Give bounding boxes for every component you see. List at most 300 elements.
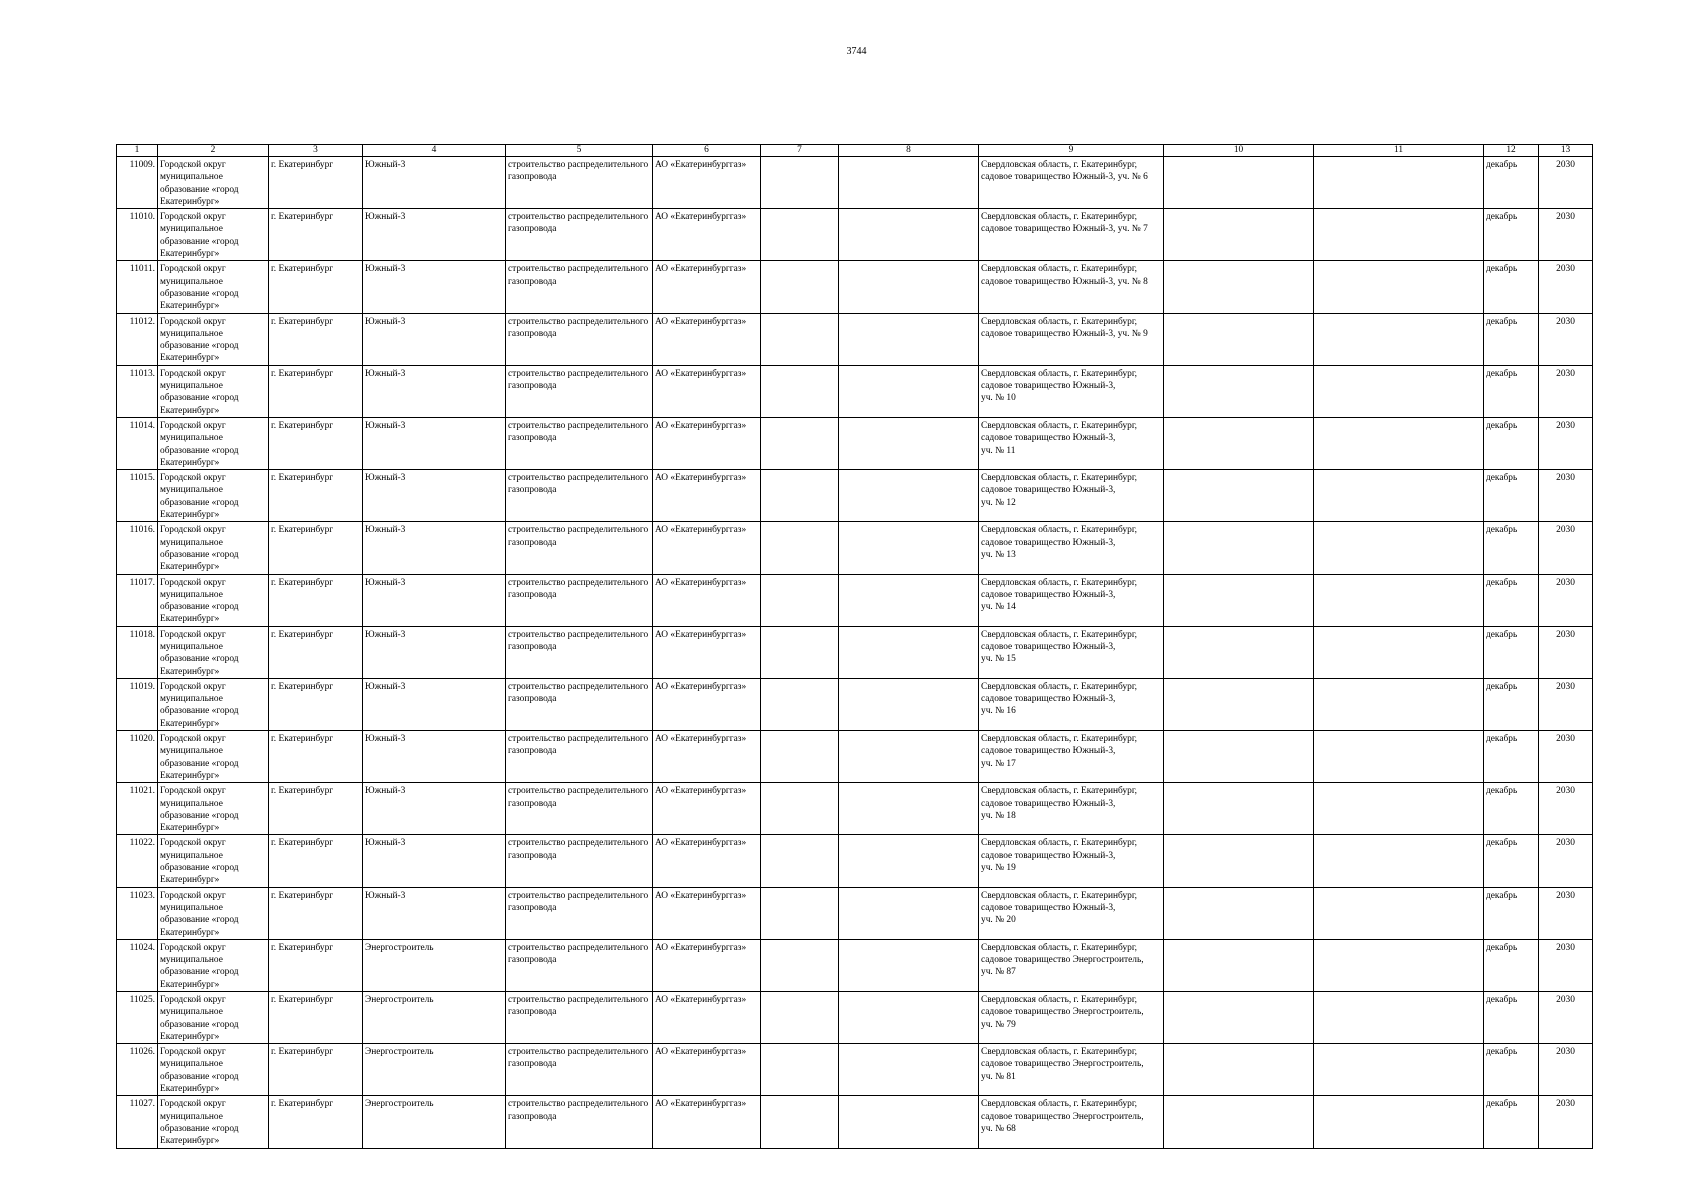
address-line: садовое товарищество Южный-3, уч. № 6 (981, 172, 1148, 183)
address-line: садовое товарищество Южный-3, (981, 485, 1116, 496)
address-cell (979, 939, 1164, 991)
address-line: уч. № 12 (981, 497, 1016, 508)
address-line: садовое товарищество Южный-3, (981, 798, 1116, 809)
district-cell: Городской округ муниципальное образование «город Екатеринбург» (158, 1044, 269, 1096)
table-row (117, 157, 1593, 209)
year-cell: 2030 (1539, 992, 1593, 1044)
column-header-9: 9 (979, 145, 1164, 157)
column-10-cell (1164, 783, 1314, 835)
address-line: Свердловская область, г. Екатеринбург, (981, 734, 1137, 745)
year-cell: 2030 (1539, 574, 1593, 626)
year-cell: 2030 (1539, 365, 1593, 417)
address-line: Свердловская область, г. Екатеринбург, (981, 942, 1137, 953)
organization-cell: АО «Екатеринбурггаз» (653, 261, 761, 313)
column-10-cell (1164, 417, 1314, 469)
table-row (117, 783, 1593, 835)
district-cell: Городской округ муниципальное образование «город Екатеринбург» (158, 417, 269, 469)
month-cell: декабрь (1484, 417, 1539, 469)
city-cell: г. Екатеринбург (269, 731, 363, 783)
column-7-cell (761, 939, 839, 991)
city-cell: г. Екатеринбург (269, 992, 363, 1044)
address-cell (979, 574, 1164, 626)
address-cell (979, 992, 1164, 1044)
city-cell: г. Екатеринбург (269, 313, 363, 365)
work-type-cell: строительство распределительного газопровода (506, 209, 653, 261)
address-line: Свердловская область, г. Екатеринбург, (981, 1047, 1137, 1058)
area-cell: Южный-3 (363, 157, 506, 209)
address-line: садовое товарищество Южный-3, (981, 850, 1116, 861)
month-cell: декабрь (1484, 313, 1539, 365)
column-header-12: 12 (1484, 145, 1539, 157)
month-cell: декабрь (1484, 1096, 1539, 1148)
year-cell: 2030 (1539, 626, 1593, 678)
table-row (117, 209, 1593, 261)
district-cell: Городской округ муниципальное образование «город Екатеринбург» (158, 887, 269, 939)
work-type-cell: строительство распределительного газопровода (506, 887, 653, 939)
year-cell: 2030 (1539, 1044, 1593, 1096)
address-line: Свердловская область, г. Екатеринбург, (981, 786, 1137, 797)
organization-cell: АО «Екатеринбурггаз» (653, 365, 761, 417)
column-11-cell (1314, 261, 1484, 313)
address-cell (979, 417, 1164, 469)
work-type-cell: строительство распределительного газопровода (506, 313, 653, 365)
row-number: 11012. (117, 313, 158, 365)
organization-cell: АО «Екатеринбурггаз» (653, 939, 761, 991)
address-line: Свердловская область, г. Екатеринбург, (981, 1099, 1137, 1110)
column-8-cell (839, 992, 979, 1044)
row-number: 11024. (117, 939, 158, 991)
organization-cell: АО «Екатеринбурггаз» (653, 209, 761, 261)
column-10-cell (1164, 835, 1314, 887)
address-line: садовое товарищество Южный-3, уч. № 9 (981, 328, 1148, 339)
address-cell (979, 365, 1164, 417)
month-cell: декабрь (1484, 522, 1539, 574)
column-11-cell (1314, 470, 1484, 522)
organization-cell: АО «Екатеринбурггаз» (653, 1044, 761, 1096)
column-10-cell (1164, 731, 1314, 783)
address-line: Свердловская область, г. Екатеринбург, (981, 629, 1137, 640)
district-cell: Городской округ муниципальное образование «город Екатеринбург» (158, 626, 269, 678)
column-header-1: 1 (117, 145, 158, 157)
column-11-cell (1314, 887, 1484, 939)
work-type-cell: строительство распределительного газопровода (506, 574, 653, 626)
column-7-cell (761, 678, 839, 730)
table-row (117, 939, 1593, 991)
city-cell: г. Екатеринбург (269, 261, 363, 313)
address-line: уч. № 17 (981, 758, 1016, 769)
area-cell: Южный-3 (363, 209, 506, 261)
district-cell: Городской округ муниципальное образование «город Екатеринбург» (158, 261, 269, 313)
year-cell: 2030 (1539, 731, 1593, 783)
address-line: Свердловская область, г. Екатеринбург, (981, 525, 1137, 536)
address-cell (979, 835, 1164, 887)
column-8-cell (839, 261, 979, 313)
district-cell: Городской округ муниципальное образование «город Екатеринбург» (158, 939, 269, 991)
address-line: Свердловская область, г. Екатеринбург, (981, 838, 1137, 849)
area-cell: Южный-3 (363, 261, 506, 313)
column-7-cell (761, 992, 839, 1044)
column-7-cell (761, 783, 839, 835)
month-cell: декабрь (1484, 365, 1539, 417)
city-cell: г. Екатеринбург (269, 887, 363, 939)
organization-cell: АО «Екатеринбурггаз» (653, 992, 761, 1044)
address-line: Свердловская область, г. Екатеринбург, (981, 368, 1137, 379)
city-cell: г. Екатеринбург (269, 470, 363, 522)
address-line: садовое товарищество Энергостроитель, (981, 1111, 1144, 1122)
column-header-13: 13 (1539, 145, 1593, 157)
column-8-cell (839, 470, 979, 522)
address-line: садовое товарищество Южный-3, (981, 537, 1116, 548)
column-10-cell (1164, 1096, 1314, 1148)
district-cell: Городской округ муниципальное образование «город Екатеринбург» (158, 313, 269, 365)
column-header-2: 2 (158, 145, 269, 157)
address-line: Свердловская область, г. Екатеринбург, (981, 995, 1137, 1005)
address-line: уч. № 68 (981, 1123, 1016, 1134)
month-cell: декабрь (1484, 887, 1539, 939)
month-cell: декабрь (1484, 470, 1539, 522)
table-row (117, 887, 1593, 939)
column-7-cell (761, 157, 839, 209)
year-cell: 2030 (1539, 157, 1593, 209)
column-11-cell (1314, 731, 1484, 783)
table-row (117, 731, 1593, 783)
address-cell (979, 626, 1164, 678)
district-cell: Городской округ муниципальное образование «город Екатеринбург» (158, 522, 269, 574)
column-header-4: 4 (363, 145, 506, 157)
column-8-cell (839, 626, 979, 678)
address-line: Свердловская область, г. Екатеринбург, (981, 212, 1137, 223)
column-11-cell (1314, 939, 1484, 991)
column-header-3: 3 (269, 145, 363, 157)
row-number: 11021. (117, 783, 158, 835)
column-header-8: 8 (839, 145, 979, 157)
city-cell: г. Екатеринбург (269, 209, 363, 261)
column-11-cell (1314, 626, 1484, 678)
table-row (117, 417, 1593, 469)
address-line: Свердловская область, г. Екатеринбург, (981, 473, 1137, 484)
column-7-cell (761, 574, 839, 626)
district-cell: Городской округ муниципальное образование «город Екатеринбург» (158, 835, 269, 887)
column-8-cell (839, 417, 979, 469)
city-cell: г. Екатеринбург (269, 783, 363, 835)
column-7-cell (761, 522, 839, 574)
column-11-cell (1314, 313, 1484, 365)
address-line: Свердловская область, г. Екатеринбург, (981, 577, 1137, 588)
column-8-cell (839, 157, 979, 209)
district-cell: Городской округ муниципальное образование «город Екатеринбург» (158, 783, 269, 835)
table-row (117, 626, 1593, 678)
city-cell: г. Екатеринбург (269, 365, 363, 417)
city-cell: г. Екатеринбург (269, 626, 363, 678)
address-line: уч. № 13 (981, 549, 1016, 560)
address-cell (979, 731, 1164, 783)
month-cell: декабрь (1484, 783, 1539, 835)
address-line: Свердловская область, г. Екатеринбург, (981, 264, 1137, 275)
column-7-cell (761, 1096, 839, 1148)
work-type-cell: строительство распределительного газопровода (506, 261, 653, 313)
year-cell: 2030 (1539, 1096, 1593, 1148)
work-type-cell: строительство распределительного газопровода (506, 1096, 653, 1148)
page-number: 3744 (846, 46, 867, 57)
area-cell: Южный-3 (363, 522, 506, 574)
address-line: садовое товарищество Южный-3, (981, 902, 1116, 913)
column-8-cell (839, 365, 979, 417)
column-11-cell (1314, 1096, 1484, 1148)
address-line: Свердловская область, г. Екатеринбург, (981, 160, 1137, 170)
column-11-cell (1314, 678, 1484, 730)
column-header-11: 11 (1314, 145, 1484, 157)
organization-cell: АО «Екатеринбурггаз» (653, 783, 761, 835)
month-cell: декабрь (1484, 835, 1539, 887)
address-cell (979, 1096, 1164, 1148)
organization-cell: АО «Екатеринбурггаз» (653, 835, 761, 887)
table-row (117, 678, 1593, 730)
area-cell: Южный-3 (363, 887, 506, 939)
year-cell: 2030 (1539, 835, 1593, 887)
column-10-cell (1164, 157, 1314, 209)
address-cell (979, 209, 1164, 261)
month-cell: декабрь (1484, 939, 1539, 991)
column-8-cell (839, 783, 979, 835)
row-number: 11027. (117, 1096, 158, 1148)
address-line: уч. № 15 (981, 654, 1016, 665)
table-row (117, 313, 1593, 365)
column-11-cell (1314, 835, 1484, 887)
column-8-cell (839, 209, 979, 261)
row-number: 11009. (117, 157, 158, 209)
district-cell: Городской округ муниципальное образование «город Екатеринбург» (158, 1096, 269, 1148)
city-cell: г. Екатеринбург (269, 1096, 363, 1148)
column-11-cell (1314, 209, 1484, 261)
area-cell: Энергостроитель (363, 1096, 506, 1148)
address-line: уч. № 14 (981, 602, 1016, 613)
column-10-cell (1164, 678, 1314, 730)
address-line: уч. № 81 (981, 1071, 1016, 1082)
city-cell: г. Екатеринбург (269, 157, 363, 209)
month-cell: декабрь (1484, 261, 1539, 313)
organization-cell: АО «Екатеринбурггаз» (653, 157, 761, 209)
organization-cell: АО «Екатеринбурггаз» (653, 678, 761, 730)
address-line: садовое товарищество Южный-3, (981, 746, 1116, 757)
work-type-cell: строительство распределительного газопровода (506, 731, 653, 783)
column-header-7: 7 (761, 145, 839, 157)
year-cell: 2030 (1539, 783, 1593, 835)
column-11-cell (1314, 574, 1484, 626)
row-number: 11015. (117, 470, 158, 522)
area-cell: Южный-3 (363, 313, 506, 365)
row-number: 11010. (117, 209, 158, 261)
column-10-cell (1164, 313, 1314, 365)
address-line: садовое товарищество Энергостроитель, (981, 1059, 1144, 1070)
column-11-cell (1314, 417, 1484, 469)
address-line: уч. № 79 (981, 1019, 1016, 1030)
table-row (117, 470, 1593, 522)
registry-table (116, 144, 1593, 1149)
area-cell: Южный-3 (363, 678, 506, 730)
column-10-cell (1164, 365, 1314, 417)
area-cell: Энергостроитель (363, 939, 506, 991)
month-cell: декабрь (1484, 992, 1539, 1044)
city-cell: г. Екатеринбург (269, 522, 363, 574)
address-cell (979, 1044, 1164, 1096)
column-header-6: 6 (653, 145, 761, 157)
column-10-cell (1164, 939, 1314, 991)
column-10-cell (1164, 992, 1314, 1044)
column-10-cell (1164, 626, 1314, 678)
column-8-cell (839, 1096, 979, 1148)
column-8-cell (839, 939, 979, 991)
column-7-cell (761, 887, 839, 939)
work-type-cell: строительство распределительного газопровода (506, 157, 653, 209)
address-line: садовое товарищество Южный-3, (981, 641, 1116, 652)
column-7-cell (761, 209, 839, 261)
work-type-cell: строительство распределительного газопровода (506, 939, 653, 991)
work-type-cell: строительство распределительного газопровода (506, 522, 653, 574)
address-line: уч. № 11 (981, 445, 1016, 456)
row-number: 11011. (117, 261, 158, 313)
table-row (117, 992, 1593, 1044)
column-8-cell (839, 1044, 979, 1096)
column-7-cell (761, 835, 839, 887)
row-number: 11022. (117, 835, 158, 887)
district-cell: Городской округ муниципальное образование «город Екатеринбург» (158, 209, 269, 261)
column-11-cell (1314, 157, 1484, 209)
address-cell (979, 157, 1164, 209)
table-row (117, 835, 1593, 887)
column-8-cell (839, 731, 979, 783)
address-line: садовое товарищество Южный-3, (981, 433, 1116, 444)
month-cell: декабрь (1484, 1044, 1539, 1096)
column-10-cell (1164, 1044, 1314, 1096)
address-line: садовое товарищество Южный-3, (981, 589, 1116, 600)
column-7-cell (761, 470, 839, 522)
work-type-cell: строительство распределительного газопровода (506, 365, 653, 417)
column-10-cell (1164, 470, 1314, 522)
city-cell: г. Екатеринбург (269, 835, 363, 887)
column-11-cell (1314, 522, 1484, 574)
header-row (117, 145, 1593, 157)
work-type-cell: строительство распределительного газопровода (506, 835, 653, 887)
organization-cell: АО «Екатеринбурггаз» (653, 313, 761, 365)
column-11-cell (1314, 992, 1484, 1044)
column-7-cell (761, 1044, 839, 1096)
column-7-cell (761, 365, 839, 417)
work-type-cell: строительство распределительного газопровода (506, 1044, 653, 1096)
column-10-cell (1164, 887, 1314, 939)
month-cell: декабрь (1484, 209, 1539, 261)
column-7-cell (761, 313, 839, 365)
address-line: Свердловская область, г. Екатеринбург, (981, 316, 1137, 327)
work-type-cell: строительство распределительного газопровода (506, 417, 653, 469)
organization-cell: АО «Екатеринбурггаз» (653, 1096, 761, 1148)
organization-cell: АО «Екатеринбурггаз» (653, 522, 761, 574)
address-cell (979, 522, 1164, 574)
column-11-cell (1314, 365, 1484, 417)
table-row (117, 574, 1593, 626)
column-7-cell (761, 626, 839, 678)
year-cell: 2030 (1539, 313, 1593, 365)
year-cell: 2030 (1539, 678, 1593, 730)
area-cell: Южный-3 (363, 626, 506, 678)
address-line: садовое товарищество Южный-3, уч. № 8 (981, 276, 1148, 287)
area-cell: Южный-3 (363, 835, 506, 887)
row-number: 11026. (117, 1044, 158, 1096)
area-cell: Южный-3 (363, 470, 506, 522)
address-line: садовое товарищество Южный-3, (981, 381, 1116, 392)
row-number: 11014. (117, 417, 158, 469)
row-number: 11016. (117, 522, 158, 574)
address-line: садовое товарищество Южный-3, уч. № 7 (981, 224, 1148, 235)
row-number: 11019. (117, 678, 158, 730)
district-cell: Городской округ муниципальное образование «город Екатеринбург» (158, 470, 269, 522)
row-number: 11017. (117, 574, 158, 626)
address-line: садовое товарищество Энергостроитель, (981, 1007, 1144, 1018)
work-type-cell: строительство распределительного газопровода (506, 626, 653, 678)
year-cell: 2030 (1539, 261, 1593, 313)
table-row (117, 261, 1593, 313)
year-cell: 2030 (1539, 522, 1593, 574)
address-cell (979, 678, 1164, 730)
column-7-cell (761, 261, 839, 313)
district-cell: Городской округ муниципальное образование «город Екатеринбург» (158, 678, 269, 730)
row-number: 11013. (117, 365, 158, 417)
month-cell: декабрь (1484, 678, 1539, 730)
work-type-cell: строительство распределительного газопровода (506, 678, 653, 730)
column-11-cell (1314, 783, 1484, 835)
row-number: 11018. (117, 626, 158, 678)
column-10-cell (1164, 209, 1314, 261)
area-cell: Южный-3 (363, 365, 506, 417)
column-8-cell (839, 678, 979, 730)
organization-cell: АО «Екатеринбурггаз» (653, 887, 761, 939)
city-cell: г. Екатеринбург (269, 939, 363, 991)
year-cell: 2030 (1539, 417, 1593, 469)
address-line: Свердловская область, г. Екатеринбург, (981, 890, 1137, 901)
district-cell: Городской округ муниципальное образование «город Екатеринбург» (158, 574, 269, 626)
district-cell: Городской округ муниципальное образование «город Екатеринбург» (158, 731, 269, 783)
area-cell: Энергостроитель (363, 1044, 506, 1096)
month-cell: декабрь (1484, 626, 1539, 678)
address-line: уч. № 87 (981, 967, 1016, 978)
row-number: 11023. (117, 887, 158, 939)
month-cell: декабрь (1484, 157, 1539, 209)
address-line: уч. № 10 (981, 393, 1016, 404)
column-10-cell (1164, 574, 1314, 626)
address-line: Свердловская область, г. Екатеринбург, (981, 681, 1137, 692)
column-8-cell (839, 835, 979, 887)
work-type-cell: строительство распределительного газопровода (506, 470, 653, 522)
address-cell (979, 470, 1164, 522)
year-cell: 2030 (1539, 209, 1593, 261)
column-header-10: 10 (1164, 145, 1314, 157)
column-8-cell (839, 313, 979, 365)
year-cell: 2030 (1539, 470, 1593, 522)
address-line: садовое товарищество Энергостроитель, (981, 955, 1144, 966)
column-header-5: 5 (506, 145, 653, 157)
row-number: 11025. (117, 992, 158, 1044)
column-8-cell (839, 522, 979, 574)
work-type-cell: строительство распределительного газопровода (506, 783, 653, 835)
year-cell: 2030 (1539, 939, 1593, 991)
address-line: уч. № 18 (981, 810, 1016, 821)
address-cell (979, 783, 1164, 835)
month-cell: декабрь (1484, 731, 1539, 783)
row-number: 11020. (117, 731, 158, 783)
column-11-cell (1314, 1044, 1484, 1096)
area-cell: Энергостроитель (363, 992, 506, 1044)
city-cell: г. Екатеринбург (269, 574, 363, 626)
district-cell: Городской округ муниципальное образование «город Екатеринбург» (158, 992, 269, 1044)
